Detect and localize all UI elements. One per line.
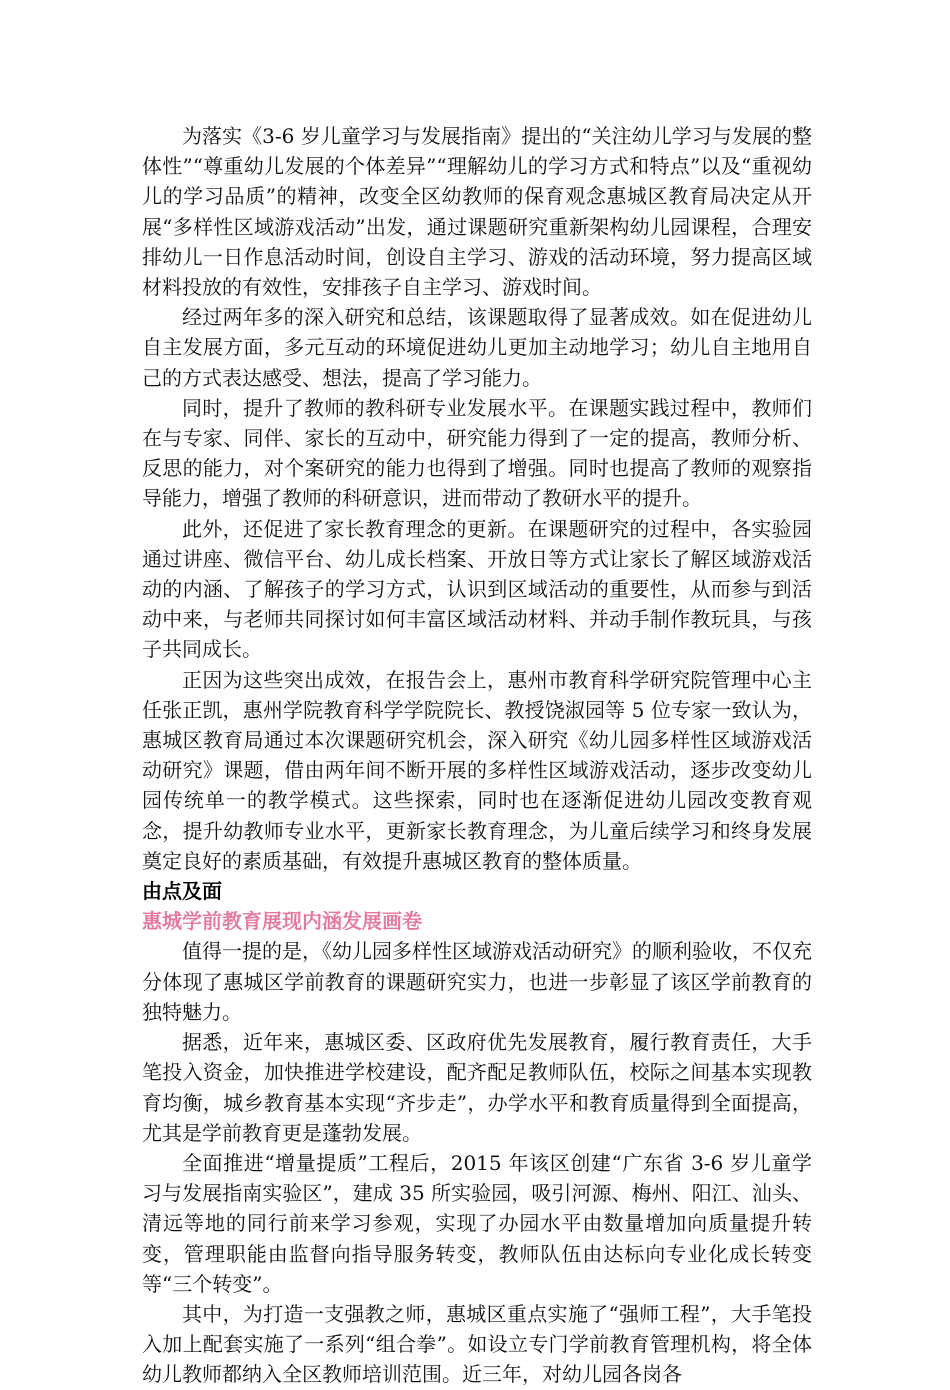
paragraph-quality: 全面推进“增量提质”工程后，2015 年该区创建“广东省 3-6 岁儿童学习与发展指南实验区”，建成 35 所实验园，吸引河源、梅州、阳江、汕头、清远等地的同行前来学习参观，实现了办园水平由数量增加向质量提升转变，管理职能由监督向指导服务转变，教师队伍由达标向专业化成长转变等“三个转变”。 xyxy=(142,1150,812,1296)
paragraph-results: 经过两年多的深入研究和总结，该课题取得了显著成效。如在促进幼儿自主发展方面，多元互动的环境促进幼儿更加主动地学习；幼儿自主地用自己的方式表达感受、想法，提高了学习能力。 xyxy=(142,305,812,390)
paragraph-strong-teachers: 其中，为打造一支强教之师，惠城区重点实施了“强师工程”，大手笔投入加上配套实施了一系列“组合拳”。如设立专门学前教育管理机构，将全体幼儿教师都纳入全区教师培训范围。近三年，对幼儿园各岗各 xyxy=(142,1301,812,1387)
section-subheading: 惠城学前教育展现内涵发展画卷 xyxy=(142,909,422,934)
paragraph-experts: 正因为这些突出成效，在报告会上，惠州市教育科学研究院管理中心主任张正凯，惠州学院教育科学学院院长、教授饶淑园等 5 位专家一致认为，惠城区教育局通过本次课题研究机会，深入研究《幼儿园多样性区域游戏活动研究》课题，借由两年间不断开展的多样性区域游戏活动，逐步改变幼儿园传统单一的教学模式。这些探索，同时也在逐渐促进幼儿园改变教育观念，提升幼教师专业水平，更新家长教育理念，为儿童后续学习和终身发展奠定良好的素质基础，有效提升惠城区教育的整体质量。 xyxy=(142,667,812,873)
section-heading: 由点及面 xyxy=(142,879,222,904)
paragraph-teachers: 同时，提升了教师的教科研专业发展水平。在课题实践过程中，教师们在与专家、同伴、家长的互动中，研究能力得到了一定的提高，教师分析、反思的能力，对个案研究的能力也得到了增强。同时也提高了教师的观察指导能力，增强了教师的科研意识，进而带动了教研水平的提升。 xyxy=(142,395,812,511)
article-body xyxy=(142,121,812,1390)
paragraph-development: 据悉，近年来，惠城区委、区政府优先发展教育，履行教育责任，大手笔投入资金，加快推进学校建设，配齐配足教师队伍，校际之间基本实现教育均衡，城乡教育基本实现“齐步走”，办学水平和教育质量得到全面提高，尤其是学前教育更是蓬勃发展。 xyxy=(142,1030,812,1145)
paragraph-intro: 为落实《3-6 岁儿童学习与发展指南》提出的“关注幼儿学习与发展的整体性”“尊重幼儿发展的个体差异”“理解幼儿的学习方式和特点”以及“重视幼儿的学习品质”的精神，改变全区幼教师的保育观念惠城区教育局决定从开展“多样性区域游戏活动”出发，通过课题研究重新架构幼儿园课程，合理安排幼儿一日作息活动时间，创设自主学习、游戏的活动环境，努力提高区域材料投放的有效性，安排孩子自主学习、游戏时间。 xyxy=(142,124,812,300)
paragraph-acceptance: 值得一提的是，《幼儿园多样性区域游戏活动研究》的顺利验收，不仅充分体现了惠城区学前教育的课题研究实力，也进一步彰显了该区学前教育的独特魅力。 xyxy=(142,939,812,1024)
paragraph-parents: 此外，还促进了家长教育理念的更新。在课题研究的过程中，各实验园通过讲座、微信平台、幼儿成长档案、开放日等方式让家长了解区域游戏活动的内涵、了解孩子的学习方式，认识到区域活动的重要性，从而参与到活动中来，与老师共同探讨如何丰富区域活动材料、并动手制作教玩具，与孩子共同成长。 xyxy=(142,516,812,662)
